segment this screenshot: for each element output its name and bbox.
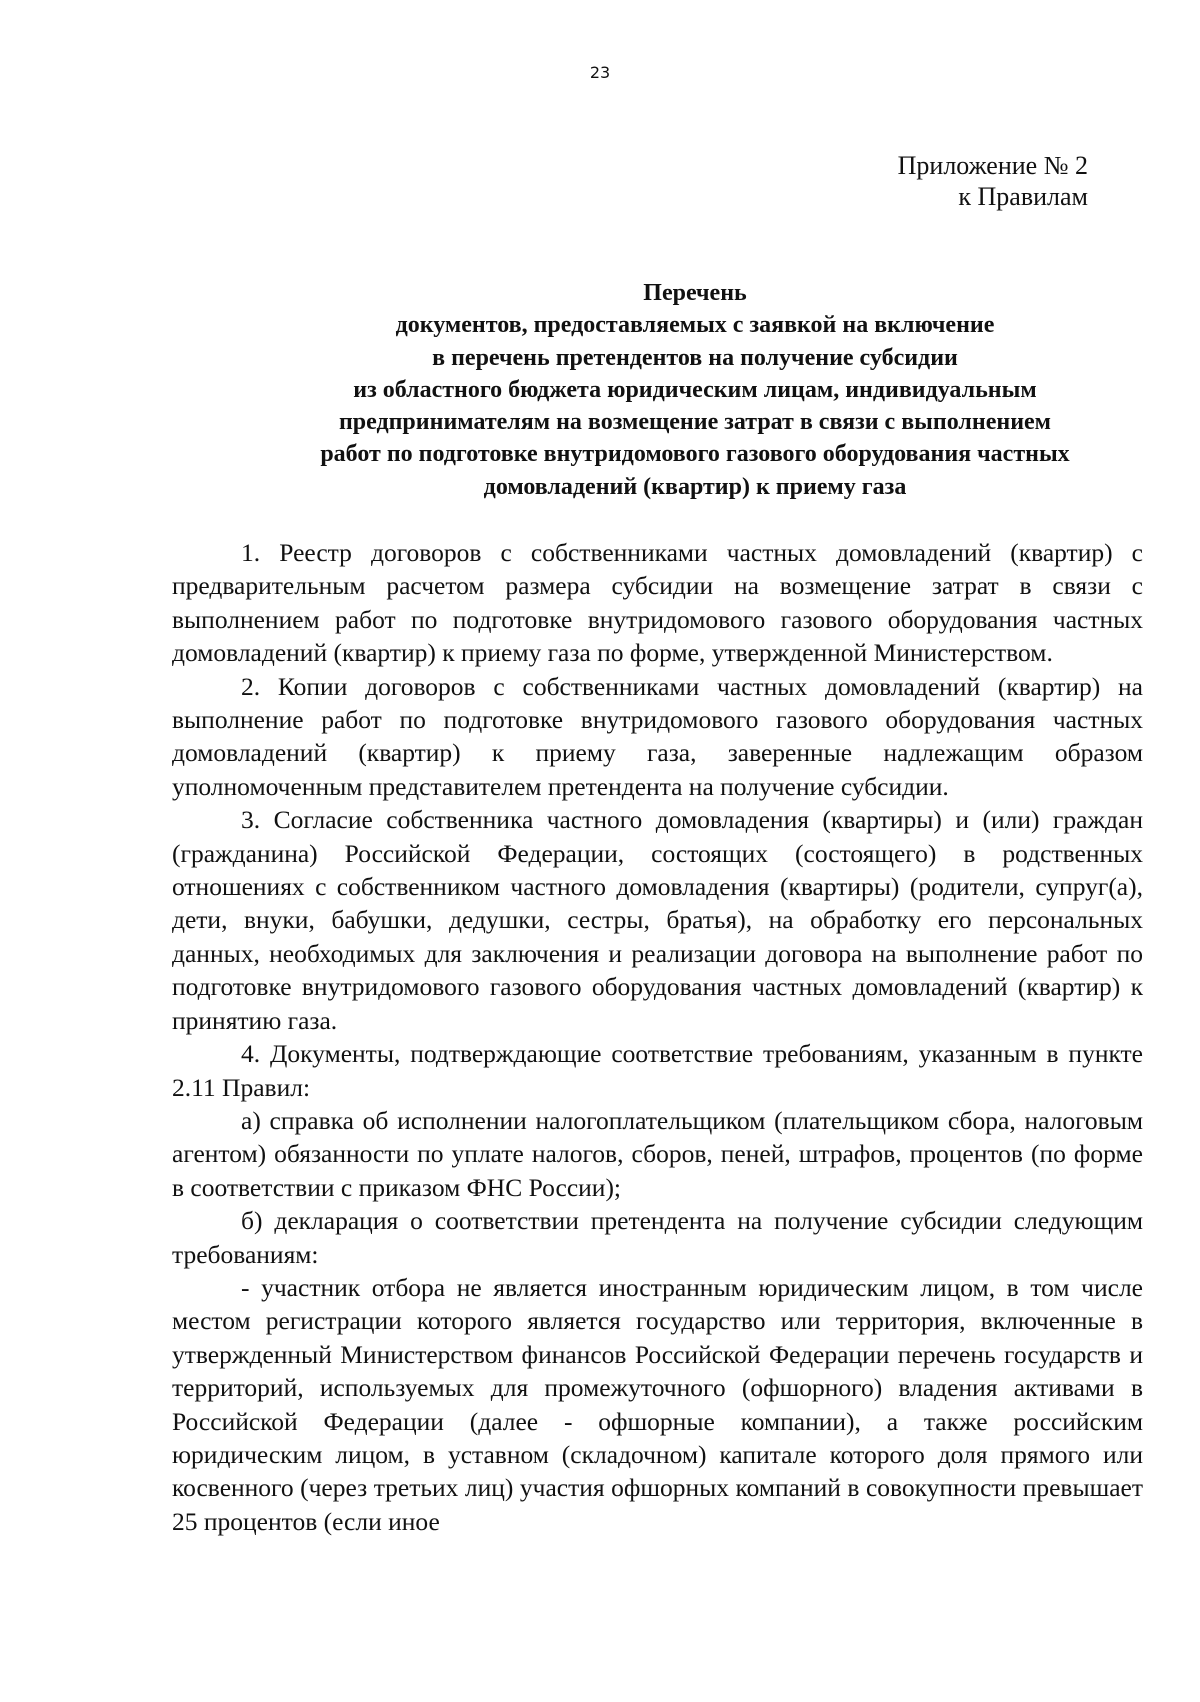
paragraph-item-4: 4. Документы, подтверждающие соответствие требованиям, указанным в пункте 2.11 Правил: [172,1039,1143,1102]
document-body [172,536,1143,1538]
appendix-number: Приложение № 2 [897,151,1088,180]
paragraph-item-2: 2. Копии договоров с собственниками частных домовладений (квартир) на выполнение работ по подготовке внутридомового газового оборудования частных домовладений (квартир) к приему газа, заверенные надлежащим образом уполномоченным представителем претендента на получение субсидии. [172,671,1143,801]
title-line: домовладений (квартир) к приему газа [483,473,907,500]
paragraph-item-1: 1. Реестр договоров с собственниками частных домовладений (квартир) с предварительным расчетом размера субсидии на возмещение затрат в связи с выполнением работ по подготовке внутридомового газового оборудования частных домовладений (квартир) к приему газа по форме, утвержденной Министерством. [172,538,1143,668]
paragraph-subitem-b: б) декларация о соответствии претендента на получение субсидии следующим требованиям: [172,1206,1143,1269]
paragraph-item-3: 3. Согласие собственника частного домовладения (квартиры) и (или) граждан (гражданина) Российской Федерации, состоящих (состоящего) в родственных отношениях с собственником частного домовладения (квартиры) (родители, супруг(а), дети, внуки, бабушки, дедушки, сестры, братья), на обработку его персональных данных, необходимых для заключения и реализации договора на выполнение работ по подготовке внутридомового газового оборудования частных домовладений (квартир) к принятию газа. [172,805,1143,1035]
appendix-rules: к Правилам [958,182,1088,211]
paragraph-subitem-a: а) справка об исполнении налогоплательщиком (плательщиком сбора, налоговым агентом) обязанности по уплате налогов, сборов, пеней, штрафов, процентов (по форме в соответствии с приказом ФНС России); [172,1105,1143,1202]
title-line: предпринимателям на возмещение затрат в связи с выполнением [338,409,1052,436]
appendix-reference [898,150,1088,212]
title-line: работ по подготовке внутридомового газового оборудования частных [320,441,1070,468]
document-title [240,277,1150,503]
title-line: в перечень претендентов на получение субсидии [432,344,958,371]
title-line: документов, предоставляемых с заявкой на включение [395,312,995,339]
title-line: Перечень [643,280,747,306]
page-number: 23 [589,63,611,82]
title-line: из областного бюджета юридическим лицам, индивидуальным [353,376,1037,403]
paragraph-dash-requirement: - участник отбора не является иностранным юридическим лицом, в том числе местом регистрации которого является государство или территория, включенные в утвержденный Министерством финансов Российской Федерации перечень государств и территорий, используемых для промежуточного (офшорного) владения активами в Российской Федерации (далее - офшорные компании), а также российским юридическим лицом, в уставном (складочном) капитале которого доля прямого или косвенного (через третьих лиц) участия офшорных компаний в совокупности превышает 25 процентов (если иное [172,1272,1143,1536]
